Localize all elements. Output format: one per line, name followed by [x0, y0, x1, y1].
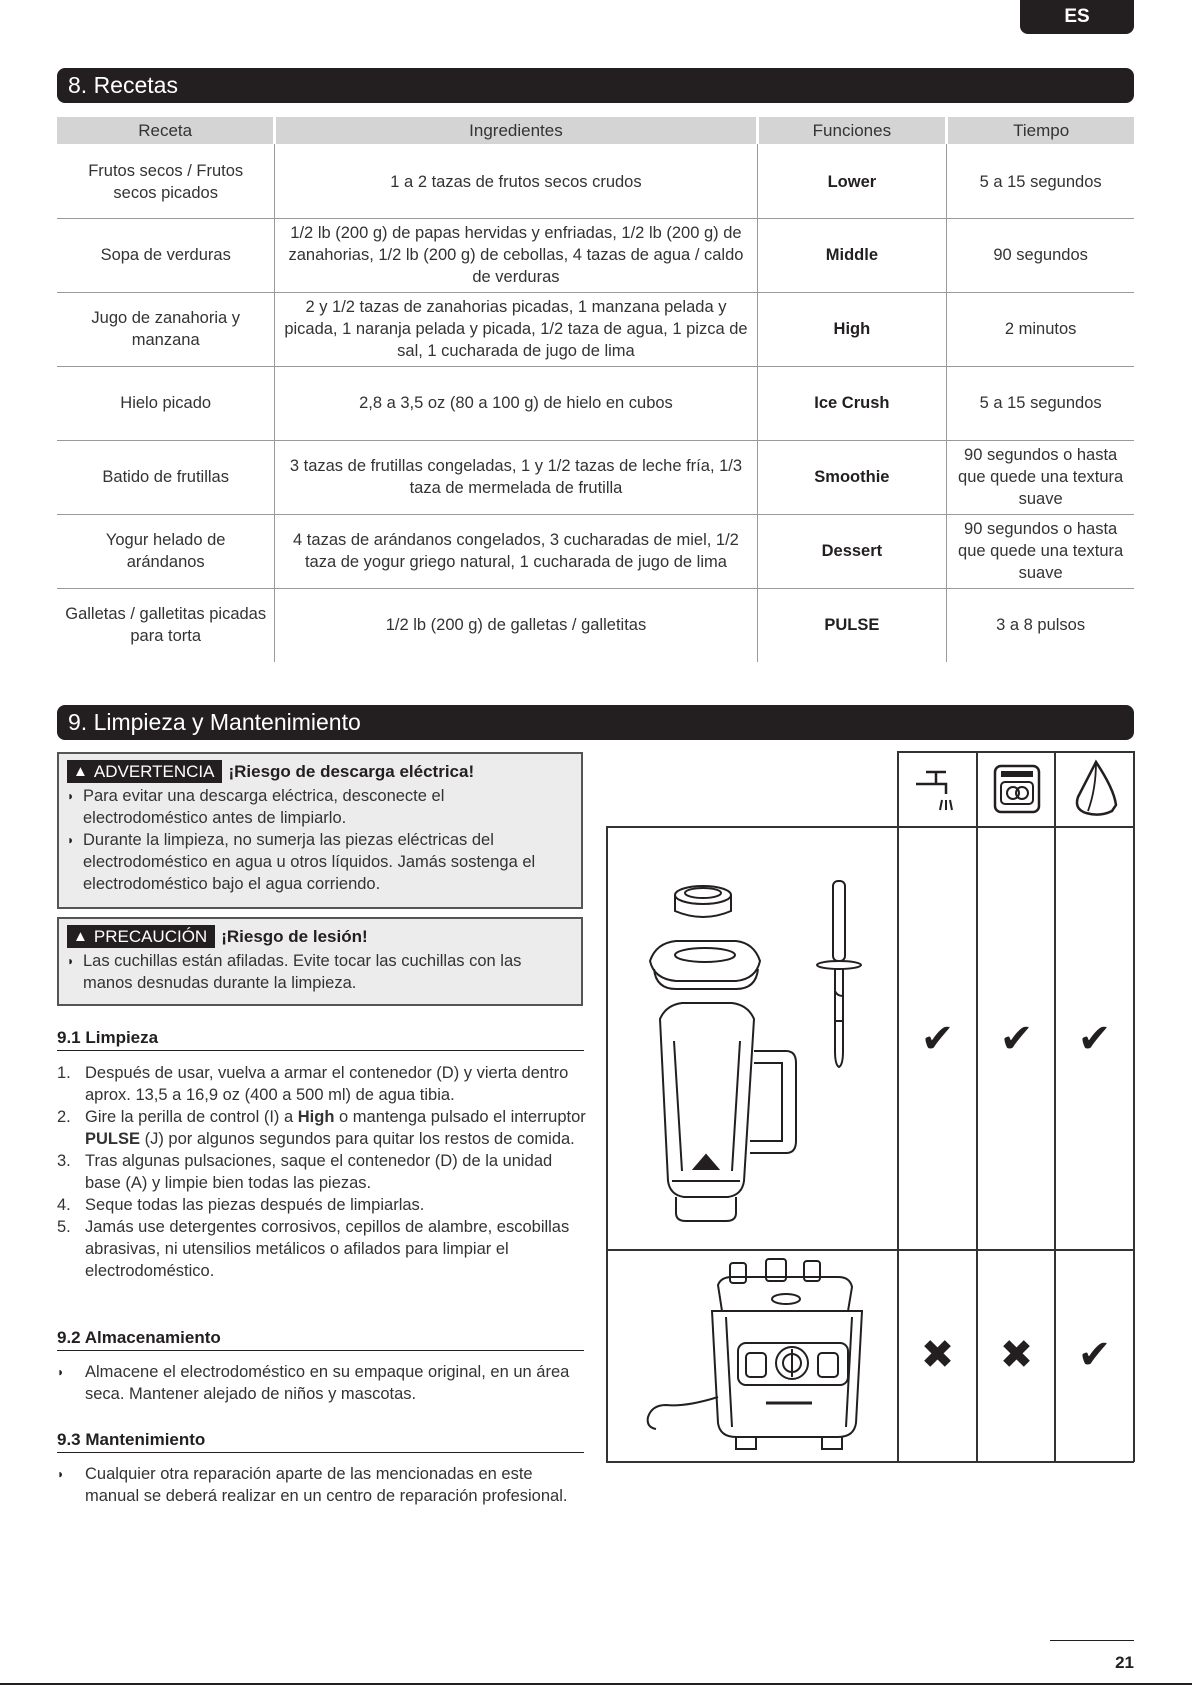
recipe-ingredients: 3 tazas de frutillas congeladas, 1 y 1/2 tazas de leche fría, 1/3 taza de mermelada de frutilla: [275, 440, 757, 514]
cross-icon: ✖: [920, 1333, 955, 1377]
recipe-time: 90 segundos: [947, 218, 1134, 292]
table-row: [57, 440, 1134, 514]
cross-icon: ✖: [999, 1333, 1034, 1377]
warning-box: [57, 752, 583, 909]
recipe-ingredients: 2,8 a 3,5 oz (80 a 100 g) de hielo en cubos: [275, 366, 757, 440]
recipe-time: 3 a 8 pulsos: [947, 588, 1134, 662]
language-tab: ES: [1020, 0, 1134, 34]
step-number: 3.: [57, 1152, 71, 1170]
table-row: [57, 292, 1134, 366]
step-text: Seque todas las piezas después de limpiarlas.: [85, 1196, 425, 1214]
recipe-time: 5 a 15 segundos: [947, 366, 1134, 440]
recipe-name: Sopa de verduras: [57, 218, 275, 292]
step-text: o mantenga pulsado el interruptor: [334, 1108, 586, 1126]
step-number: 5.: [57, 1218, 71, 1236]
list-item: [57, 1361, 587, 1405]
recipe-time: 5 a 15 segundos: [947, 144, 1134, 218]
warning-badge: [67, 760, 222, 783]
table-row: [57, 366, 1134, 440]
caution-badge: [67, 925, 215, 948]
list-item: [57, 1216, 587, 1282]
bullet-icon: ◗: [67, 789, 75, 803]
caution-item: [67, 950, 573, 994]
warning-item: [67, 829, 573, 895]
warning-item: [67, 785, 573, 829]
recipe-function: Lower: [757, 144, 947, 218]
recipe-ingredients: 1/2 lb (200 g) de galletas / galletitas: [275, 588, 757, 662]
recipe-function: Middle: [757, 218, 947, 292]
recipe-function: Ice Crush: [757, 366, 947, 440]
cleaning-steps-list: [57, 1062, 587, 1282]
check-icon: ✔: [1077, 1017, 1112, 1061]
table-row: [57, 218, 1134, 292]
warning-item-text: Durante la limpieza, no sumerja las piezas eléctricas del electrodoméstico en agua u otros líquidos. Jamás sostenga el electrodoméstico bajo el agua corriendo.: [83, 831, 536, 893]
step-number: 1.: [57, 1064, 71, 1082]
warning-badge-label: ADVERTENCIA: [93, 762, 215, 781]
step-number: 4.: [57, 1196, 71, 1214]
recipe-function: Smoothie: [757, 440, 947, 514]
list-item: [57, 1062, 587, 1106]
column-header: Receta: [57, 117, 275, 144]
recipe-function: High: [757, 292, 947, 366]
warning-item-text: Para evitar una descarga eléctrica, desconecte el electrodoméstico antes de limpiarlo.: [83, 787, 445, 827]
cleaning-method-grid: [606, 751, 1134, 1463]
cloth-icon: [1055, 751, 1134, 826]
maintenance-text-block: [57, 1463, 587, 1507]
column-header: Tiempo: [947, 117, 1134, 144]
bullet-icon: ◗: [57, 1467, 65, 1481]
storage-text-block: [57, 1361, 587, 1405]
list-item: [57, 1150, 587, 1194]
subsection-title-mantenimiento: 9.3 Mantenimiento: [57, 1430, 584, 1453]
dishwasher-icon: [977, 751, 1056, 826]
warning-triangle-icon: ▲: [73, 928, 88, 945]
check-icon: ✔: [1077, 1333, 1112, 1377]
caution-box: [57, 917, 583, 1006]
warning-title: ¡Riesgo de descarga eléctrica!: [228, 761, 475, 781]
step-text-bold: PULSE: [85, 1130, 141, 1148]
step-text: Tras algunas pulsaciones, saque el contenedor (D) de la unidad base (A) y limpie bien todas las piezas.: [85, 1152, 553, 1192]
recipe-name: Frutos secos / Frutos secos picados: [88, 162, 244, 203]
recipe-name: Yogur helado de arándanos: [57, 514, 275, 588]
warning-triangle-icon: ▲: [73, 763, 88, 780]
recipe-ingredients: 2 y 1/2 tazas de zanahorias picadas, 1 manzana pelada y picada, 1 naranja pelada y picada, 1/2 taza de agua, 1 pizca de sal, 1 cucharada de jugo de lima: [275, 292, 757, 366]
recipe-ingredients: 1/2 lb (200 g) de papas hervidas y enfriadas, 1/2 lb (200 g) de zanahorias, 1/2 lb (200 g) de cebollas, 4 tazas de agua / caldo de verduras: [275, 218, 757, 292]
page-number: 21: [1050, 1640, 1134, 1673]
recipe-ingredients: 1 a 2 tazas de frutos secos crudos: [275, 144, 757, 218]
step-text: Jamás use detergentes corrosivos, cepillos de alambre, escobillas abrasivas, ni utensilios metálicos o afilados para limpiar el electrodoméstico.: [85, 1218, 570, 1280]
caution-item-text: Las cuchillas están afiladas. Evite tocar las cuchillas con las manos desnudas durante la limpieza.: [83, 952, 522, 992]
bullet-icon: ◗: [57, 1365, 65, 1379]
subsection-title-almacenamiento: 9.2 Almacenamiento: [57, 1328, 584, 1351]
storage-text: Almacene el electrodoméstico en su empaque original, en un área seca. Mantener alejado de niños y mascotas.: [85, 1363, 570, 1403]
container-parts-illustration: [636, 851, 876, 1231]
caution-badge-label: PRECAUCIÓN: [93, 927, 208, 946]
table-row: [57, 588, 1134, 662]
column-header: Funciones: [757, 117, 947, 144]
recipe-time: 90 segundos o hasta que quede una textura suave: [947, 440, 1134, 514]
recipe-name: Jugo de zanahoria y manzana: [57, 292, 275, 366]
step-text: Gire la perilla de control (I) a: [85, 1108, 298, 1126]
list-item: [57, 1194, 587, 1216]
section-title-recetas: 8. Recetas: [57, 68, 1134, 103]
table-row: [57, 514, 1134, 588]
maintenance-text: Cualquier otra reparación aparte de las mencionadas en este manual se deberá realizar en un centro de reparación profesional.: [85, 1465, 568, 1505]
recipe-name: Hielo picado: [57, 366, 275, 440]
faucet-icon: [898, 751, 977, 826]
list-item: [57, 1463, 587, 1507]
recipes-table-header: [57, 117, 1134, 144]
column-header: Ingredientes: [275, 117, 757, 144]
section-title-limpieza: 9. Limpieza y Mantenimiento: [57, 705, 1134, 740]
subsection-title-limpieza: 9.1 Limpieza: [57, 1028, 584, 1051]
table-row: [57, 144, 1134, 218]
recipe-time: 90 segundos o hasta que quede una textura suave: [947, 514, 1134, 588]
list-item: [57, 1106, 587, 1150]
motor-base-illustration: [626, 1257, 886, 1457]
recipe-ingredients: 4 tazas de arándanos congelados, 3 cucharadas de miel, 1/2 taza de yogur griego natural, 1 cucharada de jugo de lima: [275, 514, 757, 588]
recipes-table: [57, 117, 1134, 662]
caution-title: ¡Riesgo de lesión!: [221, 926, 368, 946]
recipe-time: 2 minutos: [947, 292, 1134, 366]
recipe-name: Batido de frutillas: [57, 440, 275, 514]
check-icon: ✔: [999, 1017, 1034, 1061]
step-text: Después de usar, vuelva a armar el contenedor (D) y vierta dentro aprox. 13,5 a 16,9 oz (400 a 500 ml) de agua tibia.: [85, 1064, 569, 1104]
step-text: (J) por algunos segundos para quitar los restos de comida.: [140, 1130, 575, 1148]
step-text-bold: High: [297, 1108, 335, 1126]
check-icon: ✔: [920, 1017, 955, 1061]
bullet-icon: ◗: [67, 954, 75, 968]
bullet-icon: ◗: [67, 833, 75, 847]
recipe-function: PULSE: [757, 588, 947, 662]
recipe-name: Galletas / galletitas picadas para torta: [57, 588, 275, 662]
step-number: 2.: [57, 1108, 71, 1126]
recipe-function: Dessert: [757, 514, 947, 588]
